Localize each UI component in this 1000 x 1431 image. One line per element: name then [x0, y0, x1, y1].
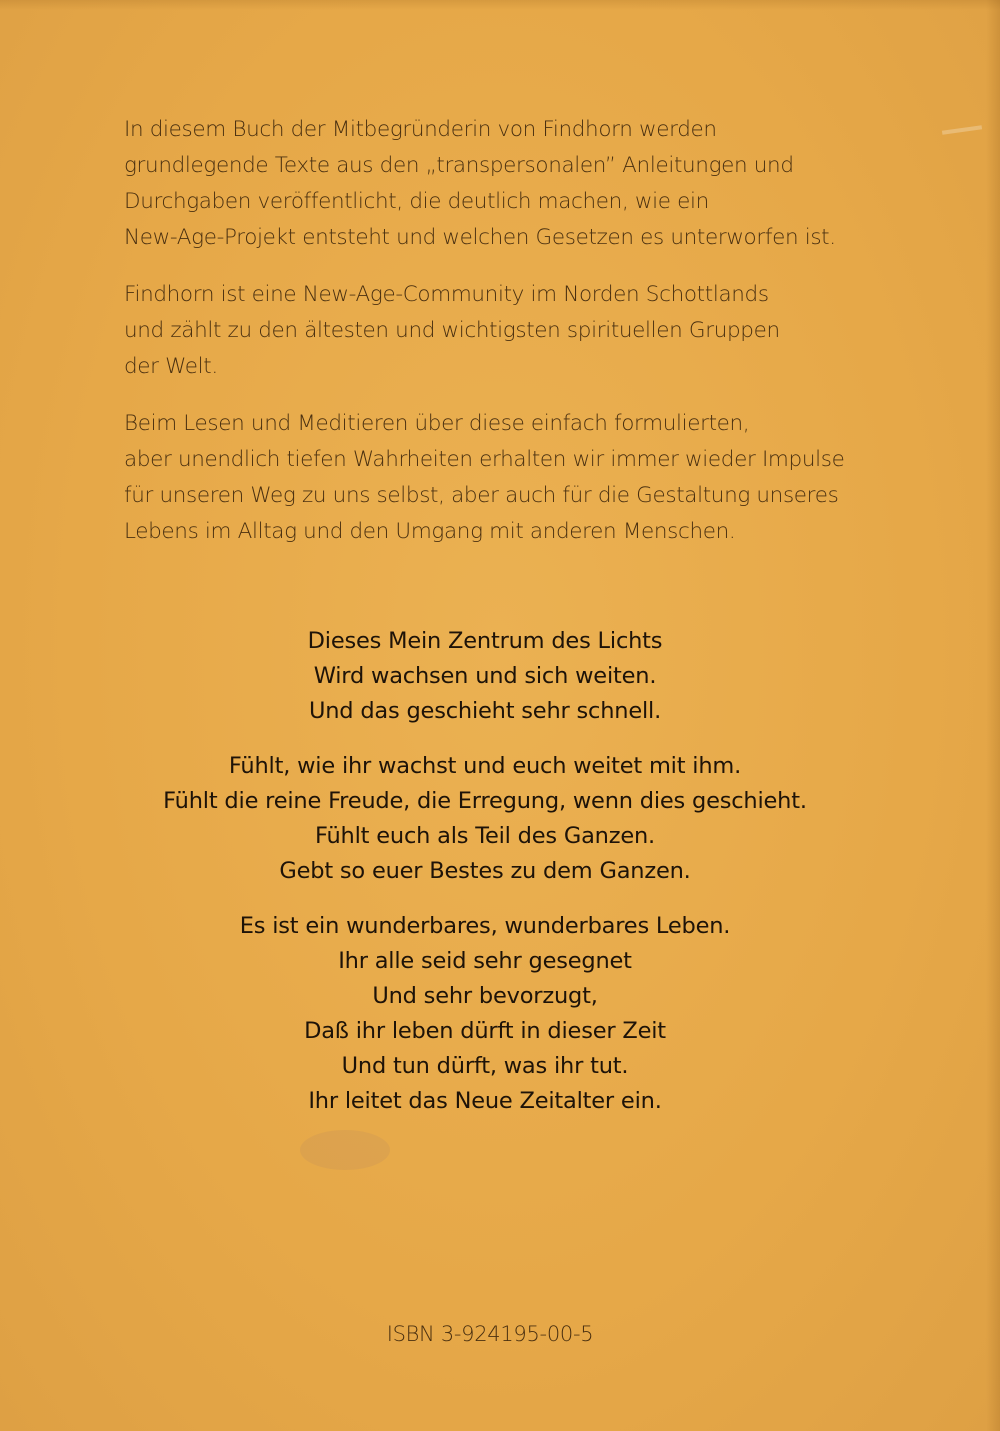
- poem-line: Ihr alle seid sehr gesegnet: [338, 948, 632, 974]
- poem-line: Und sehr bevorzugt,: [372, 983, 598, 1009]
- poem-stanza: [0, 909, 970, 1119]
- poem-stanza: [0, 749, 970, 889]
- poem-line: Es ist ein wunderbares, wunderbares Leben.: [239, 913, 731, 939]
- poem-line: Wird wachsen und sich weiten.: [313, 663, 657, 689]
- blurb-line: Findhorn ist eine New-Age-Community im Norden Schottlands: [124, 282, 769, 307]
- poem-text: [0, 624, 970, 1139]
- blurb-paragraph: [124, 406, 884, 550]
- blurb-text: [124, 112, 884, 571]
- blurb-paragraph: [124, 112, 884, 256]
- blurb-line: Beim Lesen und Meditieren über diese einfach formulierten,: [124, 411, 750, 436]
- poem-line: Dieses Mein Zentrum des Lichts: [307, 628, 663, 654]
- poem-line: Ihr leitet das Neue Zeitalter ein.: [308, 1088, 662, 1114]
- blurb-line: für unseren Weg zu uns selbst, aber auch für die Gestaltung unseres: [124, 483, 839, 508]
- poem-line: Und tun dürft, was ihr tut.: [341, 1053, 629, 1079]
- poem-line: Fühlt die reine Freude, die Erregung, wenn dies geschieht.: [163, 788, 807, 814]
- blurb-line: New-Age-Projekt entsteht und welchen Gesetzen es unterworfen ist.: [124, 225, 836, 250]
- poem-line: Und das geschieht sehr schnell.: [308, 698, 662, 724]
- blurb-line: aber unendlich tiefen Wahrheiten erhalten wir immer wieder Impulse: [124, 447, 845, 472]
- blurb-line: der Welt.: [124, 354, 218, 379]
- poem-line: Gebt so euer Bestes zu dem Ganzen.: [279, 858, 691, 884]
- poem-line: Fühlt euch als Teil des Ganzen.: [314, 823, 656, 849]
- isbn-number: ISBN 3-924195-00-5: [386, 1322, 594, 1346]
- blurb-line: In diesem Buch der Mitbegründerin von Findhorn werden: [124, 117, 717, 142]
- blurb-line: und zählt zu den ältesten und wichtigsten spirituellen Gruppen: [124, 318, 780, 343]
- blurb-line: Lebens im Alltag und den Umgang mit anderen Menschen.: [124, 519, 736, 544]
- poem-line: Daß ihr leben dürft in dieser Zeit: [304, 1018, 666, 1044]
- cover-right-edge: [986, 0, 1000, 1431]
- cover-top-edge: [0, 0, 1000, 10]
- blurb-line: Durchgaben veröffentlicht, die deutlich machen, wie ein: [124, 189, 709, 214]
- blurb-paragraph: [124, 277, 884, 385]
- poem-stanza: [0, 624, 970, 729]
- poem-line: Fühlt, wie ihr wachst und euch weitet mit ihm.: [228, 753, 742, 779]
- blurb-line: grundlegende Texte aus den „transpersonalen” Anleitungen und: [124, 153, 794, 178]
